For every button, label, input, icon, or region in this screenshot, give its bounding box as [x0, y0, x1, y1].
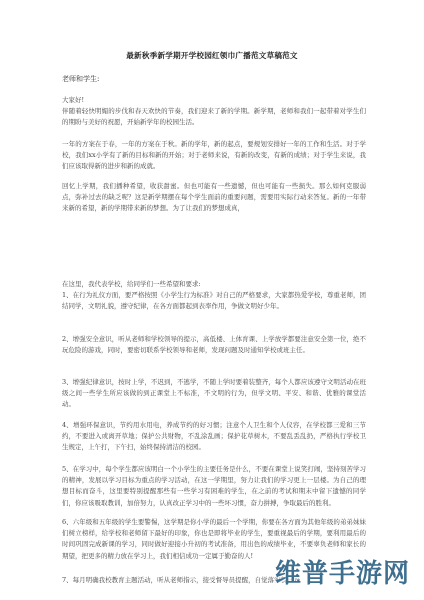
list-item-2: 2、增强安全意识，听从老师和学校领导的提示，高低楼、上体育课、上学放学都要注意安全第一位，绝不玩危险的游戏，同时，要密切联系学校领导和老师，发现问题及时通知学校或班主任。 [62, 335, 366, 355]
list-item-5: 5、在学习中，每个学生都应该明白一个小学生的主要任务是什么，不要在课堂上说笑打闹，坚持刻苦学习的精神，发展以学习目标为重点的学习活动，在这一学期里，努力让我们的学习更上一层楼。为自己的理想目标而奋斗，这里要特别提醒那些有一些学习有困难的学生，在之前的考试和期末中留下遗憾的同学们，你应该吸取教训，加倍努力，认真改正学习中的一些坏习惯，奋力拼搏，争取最后的胜利。 [62, 465, 366, 507]
paragraph-1: 大家好! 伴随着轻快明媚的步伐和春天欢快的节奏，我们迎来了新的学期。新学期，老师和我们一起带着对学生们的期盼与美好的祝愿，开始新学年的校园生活。 [62, 96, 366, 127]
paragraph-4: 在这里，我代表学校，给同学们一些希望和要求: [62, 280, 201, 288]
salutation: 老师和学生: [62, 75, 100, 83]
list-item-1: 1、在行为礼仪方面，要严格按照《小学生行为标准》对自己的严格要求，大家都热爱学校，尊重老师，团结同学，文明礼貌，遵守纪律，在各方面都起到表率作用，争做文明好少年。 [62, 291, 366, 311]
paragraph-3: 回忆上学期，我们播种希望，收获甜蜜。但也可能有一些遗憾，但也可能有一些损失。那么如何克服弱点，弥补过去的缺乏呢？这是新学期摆在每个学生面前的重要问题，需要用实际行动来答复。新的一年带来新的希望，新的学期带来新的梦想。为了让我们的梦想成真， [62, 182, 366, 213]
list-item-7: 7、每月明确我校教育主题活动，听从老师指示，接受督导员提醒，自觉落实新三好 [62, 576, 301, 584]
list-item-6: 6、六年级和五年级的学生要警惕，这学期是你小学的最后一个学期，你要在各方面为其他年级的弟弟妹妹们树立榜样，给学校和老师留下最好的印象，你也是即将毕业的学生，要重视最后的学期，要利用最后的时间巩固完成新课的学习，同时做好迎接小升初的考试准备，用出色的成绩毕业，不要辜负老师和家长的期望，把更多的精力放在学习上，我们相信成功一定属于勤奋的人! [62, 518, 366, 560]
list-item-4: 4、增强环保意识，节约用水用电，养成节约的好习惯；注意个人卫生和个人仪容，在学校都三爱和三节约，不要进入或离开草地；保护公共财物，不乱涂乱画；保护花草树木，不要乱丢乱扔，严格执行学校卫生规定，上午打，下午扫，始终保持清洁的校园。 [62, 421, 366, 452]
document-title: 最新秋季新学期开学校园红领巾广播范文草稿范文 [126, 51, 298, 60]
paragraph-2: 一年的方案在于春，一年的方案在于秋。新的学年，新的起点，要规划安排好一年的工作和生活。对于学校，我们xx小学有了新的目标和新的开始；对于老师来说，有新的改变，有新的成绩；对于学生来说，我们应该取得新的进步和新的成就。 [62, 140, 366, 171]
list-item-3: 3、增强纪律意识，按时上学，不迟到，不逃学，不随上学时要着装整齐，每个人都应该遵守文明活动在班级之间一些学生所应该做的到正课堂上不标准，不文明的行为，但学文明、平安、和谐、优雅的课堂活动。 [62, 378, 366, 409]
site-watermark-logo: 维普手游网 [274, 559, 410, 589]
